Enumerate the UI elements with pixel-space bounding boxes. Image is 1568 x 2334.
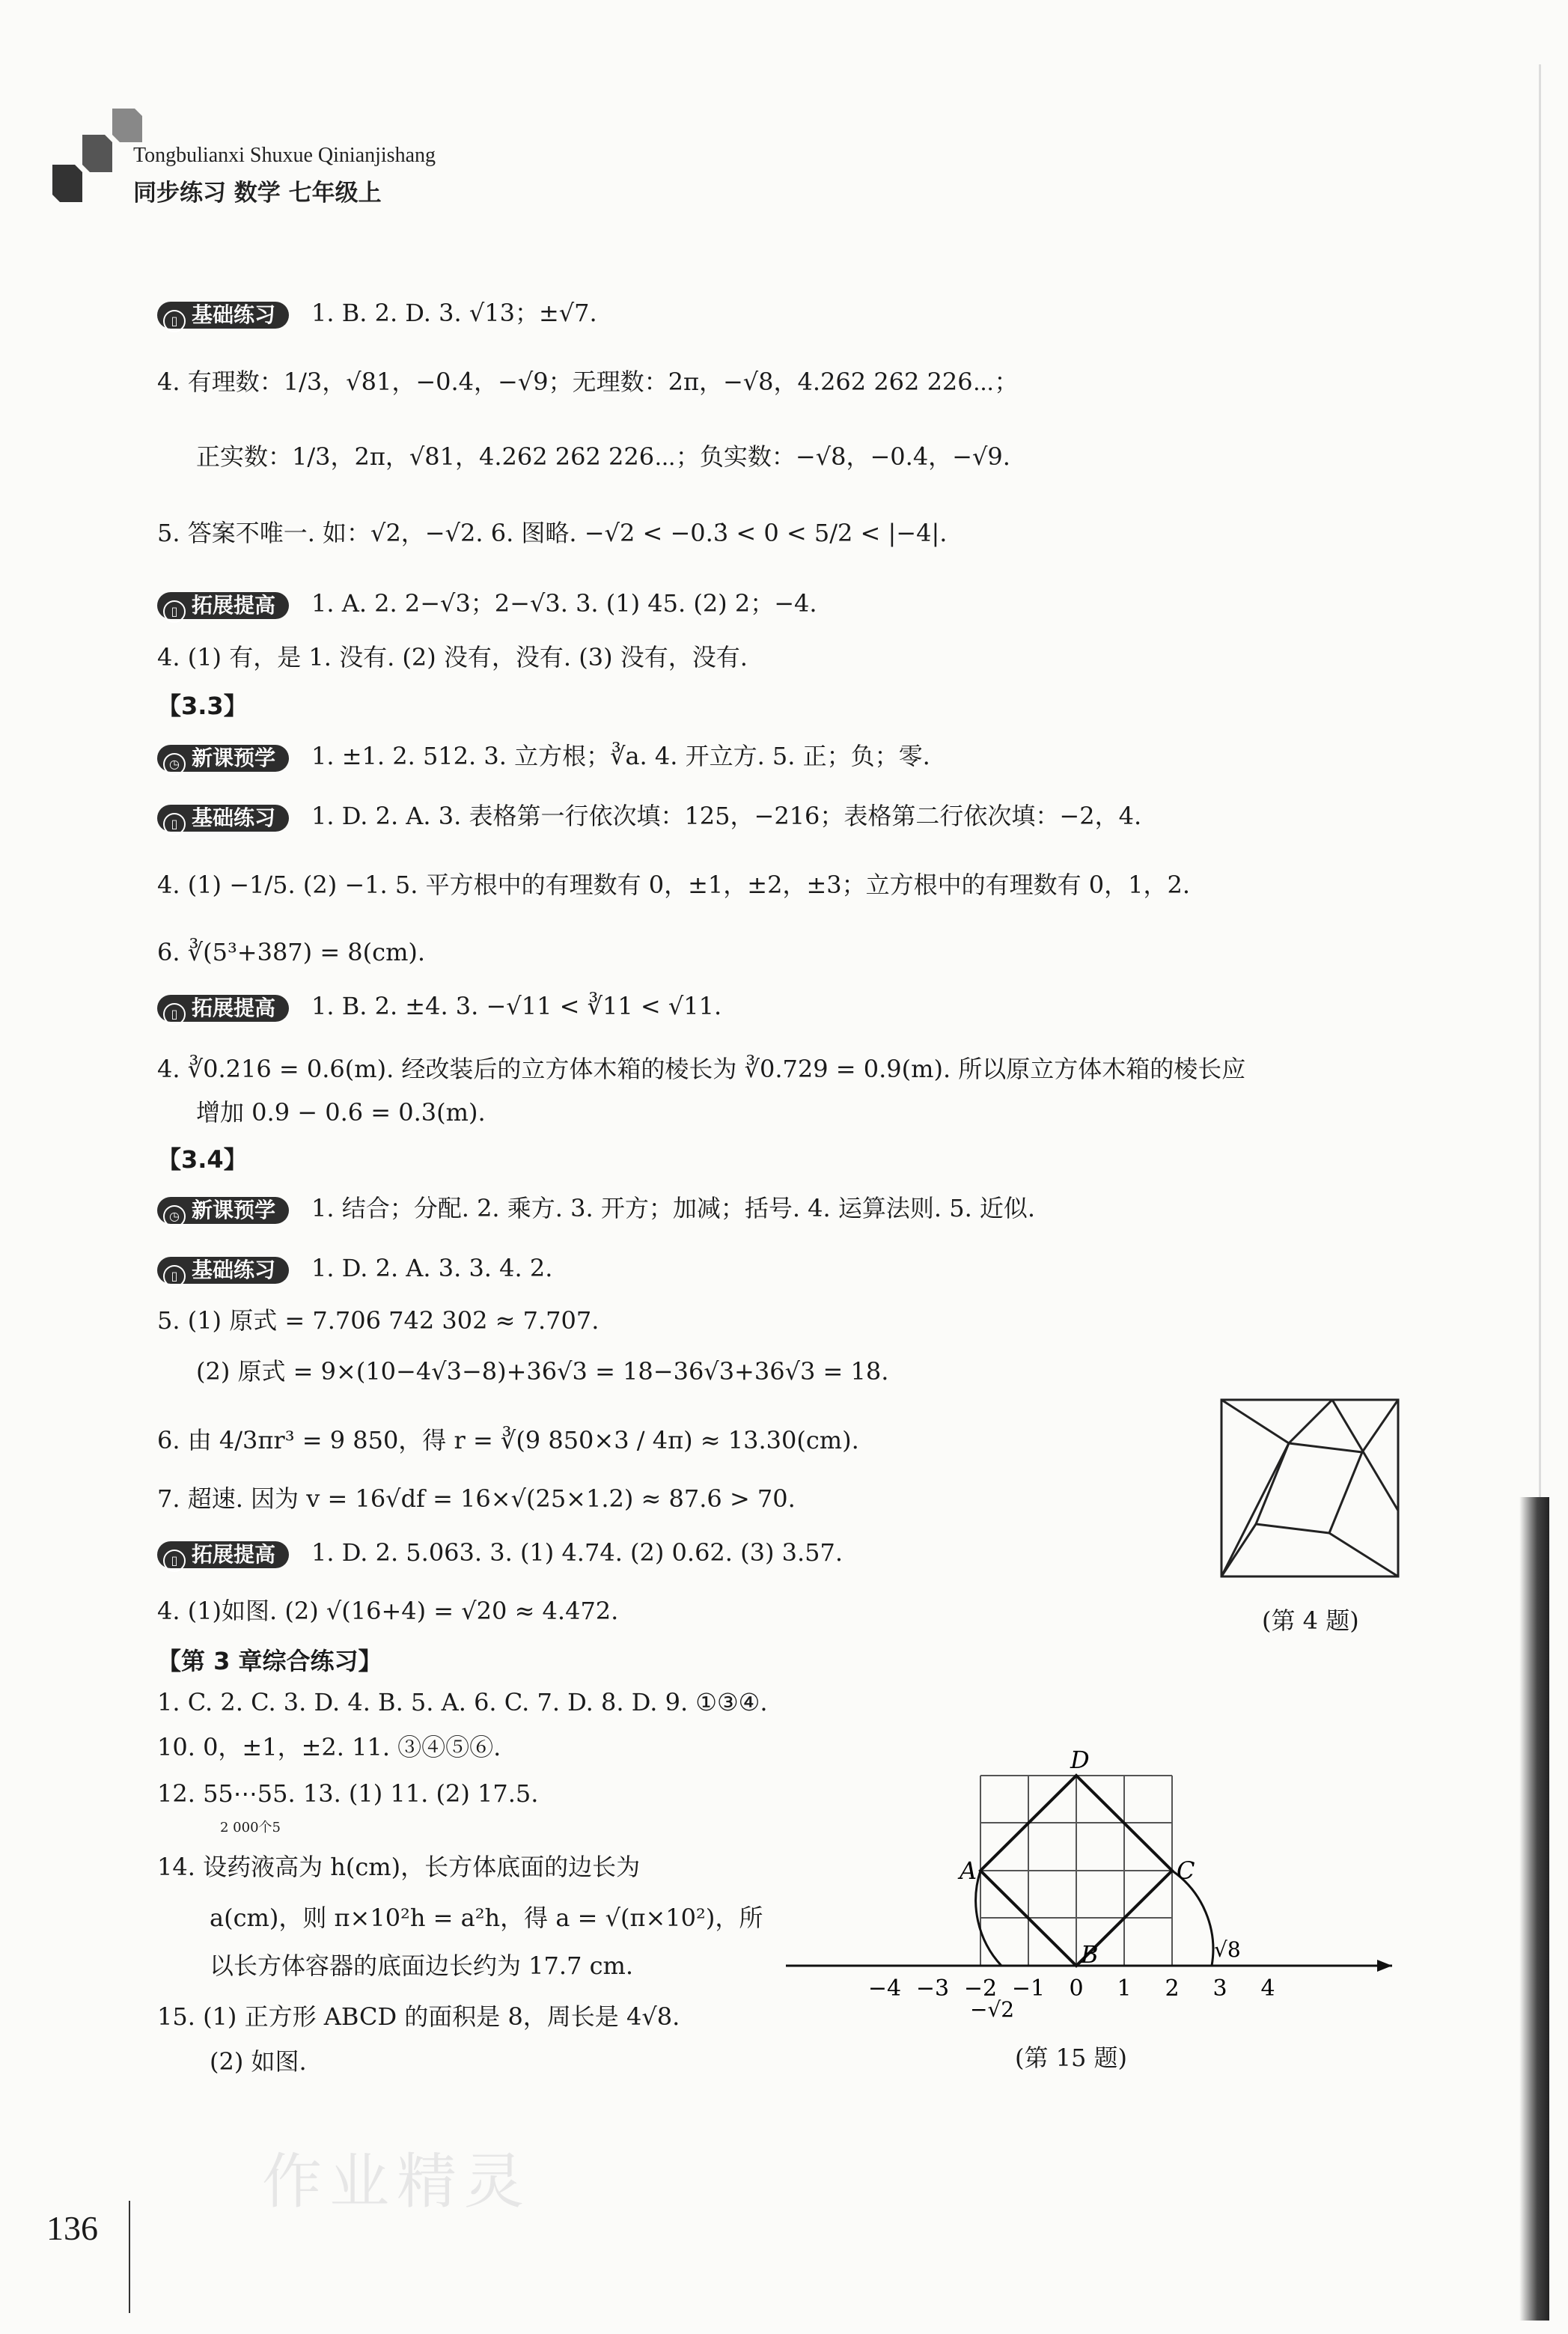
- section-heading: 【第 3 章综合练习】: [157, 1647, 382, 1675]
- watermark-text: 作业精灵: [262, 2147, 531, 2216]
- tick-label: −1: [1011, 1975, 1046, 2002]
- answer-text: 1. D. 2. A. 3. 3. 4. 2.: [311, 1254, 553, 1282]
- answer-line: 14. 设药液高为 h(cm)，长方体底面的边长为: [157, 1853, 641, 1881]
- tuozhan-badge: [157, 1541, 289, 1568]
- page-edge-shadow: [1519, 1497, 1549, 2321]
- answer-text: 1. D. 2. A. 3. 表格第一行依次填：125，−216；表格第二行依次填：−2，4.: [311, 802, 1142, 830]
- page-number: 136: [46, 2209, 98, 2247]
- book-icon: ▯: [163, 1003, 186, 1026]
- tick-label: 4: [1260, 1975, 1275, 2002]
- badge-label: 基础练习: [192, 1257, 276, 1282]
- answer-line: [157, 801, 1141, 832]
- jichu-badge: [157, 302, 289, 329]
- clock-icon: ◷: [163, 753, 186, 776]
- answer-line: [157, 1193, 1035, 1224]
- answer-line: 6. ∛(5³+387) = 8(cm).: [157, 938, 426, 966]
- answer-text: 1. 结合；分配. 2. 乘方. 3. 开方；加减；括号. 4. 运算法则. 5. 近似.: [311, 1194, 1036, 1222]
- answer-line: 增加 0.9 − 0.6 = 0.3(m).: [196, 1098, 486, 1127]
- figure-15-caption: (第 15 题): [1015, 2044, 1128, 2072]
- book-icon: ▯: [163, 310, 186, 332]
- book-icon: ▯: [163, 1550, 186, 1572]
- answer-line: 7. 超速. 因为 v = 16√df = 16×√(25×1.2) ≈ 87.6 > 70.: [157, 1484, 796, 1513]
- page-number-divider: [129, 2201, 130, 2313]
- answer-line: [157, 1253, 552, 1284]
- answer-line: 1. C. 2. C. 3. D. 4. B. 5. A. 6. C. 7. D. 8. D. 9. ①③④.: [157, 1688, 768, 1716]
- answer-line: 正实数：1/3，2π，√81，4.262 262 226⋯；负实数：−√8，−0.4̇，−√9.: [196, 442, 1010, 471]
- answer-line: 4. (1)如图. (2) √(16+4) = √20 ≈ 4.472.: [157, 1597, 619, 1625]
- tuozhan-badge: [157, 592, 289, 619]
- label-C: C: [1177, 1856, 1195, 1885]
- answer-text: 1. ±1. 2. 512. 3. 立方根；∛a. 4. 开立方. 5. 正；负；零.: [311, 742, 930, 770]
- jichu-badge: [157, 805, 289, 832]
- book-icon: ▯: [163, 813, 186, 835]
- label-A: A: [960, 1856, 977, 1885]
- tick-label: −4: [867, 1975, 902, 2002]
- answer-line: 4. 有理数：1/3，√81，−0.4̇，−√9；无理数：2π，−√8，4.262 262 226⋯；: [157, 368, 1019, 396]
- badge-label: 拓展提高: [192, 592, 276, 618]
- tick-label: −2: [963, 1975, 998, 2002]
- tick-label: 0: [1069, 1975, 1084, 2002]
- answer-line: (2) 原式 = 9×(10−4√3−8)+36√3 = 18−36√3+36√3 = 18.: [196, 1357, 889, 1386]
- book-icon: ▯: [163, 1265, 186, 1288]
- clock-icon: ◷: [163, 1205, 186, 1228]
- answer-line: 10. 0，±1，±2. 11. ③④⑤⑥.: [157, 1733, 501, 1761]
- answer-line: 5. 答案不唯一. 如：√2，−√2. 6. 图略. −√2 < −0.3̇ < 0 < 5/2 < |−4|.: [157, 519, 948, 547]
- section-heading: 【3.4】: [157, 1145, 248, 1174]
- answer-line: 15. (1) 正方形 ABCD 的面积是 8，周长是 4√8.: [157, 2002, 680, 2031]
- label-sqrt8: √8: [1214, 1937, 1241, 1962]
- section-heading: 【3.3】: [157, 692, 248, 720]
- tick-label: −3: [915, 1975, 950, 2002]
- header-pinyin: Tongbulianxi Shuxue Qinianjishang: [133, 144, 436, 167]
- figure-4-caption: (第 4 题): [1262, 1606, 1359, 1635]
- badge-label: 新课预学: [192, 745, 276, 770]
- badge-label: 基础练习: [192, 302, 276, 327]
- badge-label: 拓展提高: [192, 1541, 276, 1567]
- answer-line: 4. ∛0.216 = 0.6(m). 经改装后的立方体木箱的棱长为 ∛0.729 = 0.9(m). 所以原立方体木箱的棱长应: [157, 1055, 1246, 1083]
- answer-line: 4. (1) −1/5. (2) −1. 5. 平方根中的有理数有 0，±1，±2，±3；立方根中的有理数有 0，1，2.: [157, 871, 1191, 899]
- book-icon: ▯: [163, 600, 186, 623]
- answer-line: 以长方体容器的底面边长约为 17.7 cm.: [210, 1951, 634, 1980]
- badge-label: 新课预学: [192, 1197, 276, 1222]
- xinke-badge: [157, 1197, 289, 1224]
- tuozhan-badge: [157, 995, 289, 1022]
- tick-label: 2: [1165, 1975, 1180, 2002]
- answer-text: 1. D. 2. 5.063. 3. (1) 4.74. (2) 0.62. (3) 3.57.: [311, 1538, 844, 1567]
- tick-label: 3: [1212, 1975, 1227, 2002]
- figure-15-number-line-diagram: [778, 1744, 1400, 2029]
- answer-line: [157, 741, 930, 772]
- answer-line: [157, 991, 722, 1022]
- answer-line: [157, 1538, 843, 1568]
- figure-4-square-diagram: [1220, 1398, 1400, 1578]
- answer-line: 12. 55⋯55. 13. (1) 11. (2) 17.5.: [157, 1779, 539, 1808]
- badge-label: 拓展提高: [192, 995, 276, 1020]
- jichu-badge: [157, 1257, 289, 1284]
- answer-line: [157, 588, 817, 619]
- label-D: D: [1070, 1746, 1090, 1774]
- tick-label: 1: [1117, 1975, 1132, 2002]
- answer-text: 1. B. 2. D. 3. √13；±√7.: [311, 299, 597, 327]
- badge-label: 基础练习: [192, 805, 276, 830]
- header-title: 同步练习 数学 七年级上: [133, 180, 382, 207]
- answer-line: a(cm)，则 π×10²h = a²h，得 a = √(π×10²)，所: [210, 1904, 763, 1932]
- label-B: B: [1081, 1940, 1099, 1969]
- answer-line: [157, 298, 597, 329]
- answer-line: 4. (1) 有，是 1. 没有. (2) 没有，没有. (3) 没有，没有.: [157, 643, 748, 671]
- label-neg-sqrt2: −√2: [970, 1997, 1015, 2022]
- answer-text: 1. B. 2. ±4. 3. −√11 < ∛11 < √11.: [311, 992, 722, 1020]
- xinke-badge: [157, 745, 289, 772]
- answer-line: (2) 如图.: [210, 2047, 307, 2076]
- answer-line: 6. 由 4/3πr³ = 9 850，得 r = ∛(9 850×3 / 4π) ≈ 13.30(cm).: [157, 1426, 859, 1454]
- answer-text: 1. A. 2. 2−√3；2−√3. 3. (1) 45. (2) 2；−4.: [311, 589, 817, 618]
- underbrace-note: 2 000个5: [220, 1820, 281, 1835]
- answer-line: 5. (1) 原式 = 7.706 742 302 ≈ 7.707.: [157, 1306, 600, 1335]
